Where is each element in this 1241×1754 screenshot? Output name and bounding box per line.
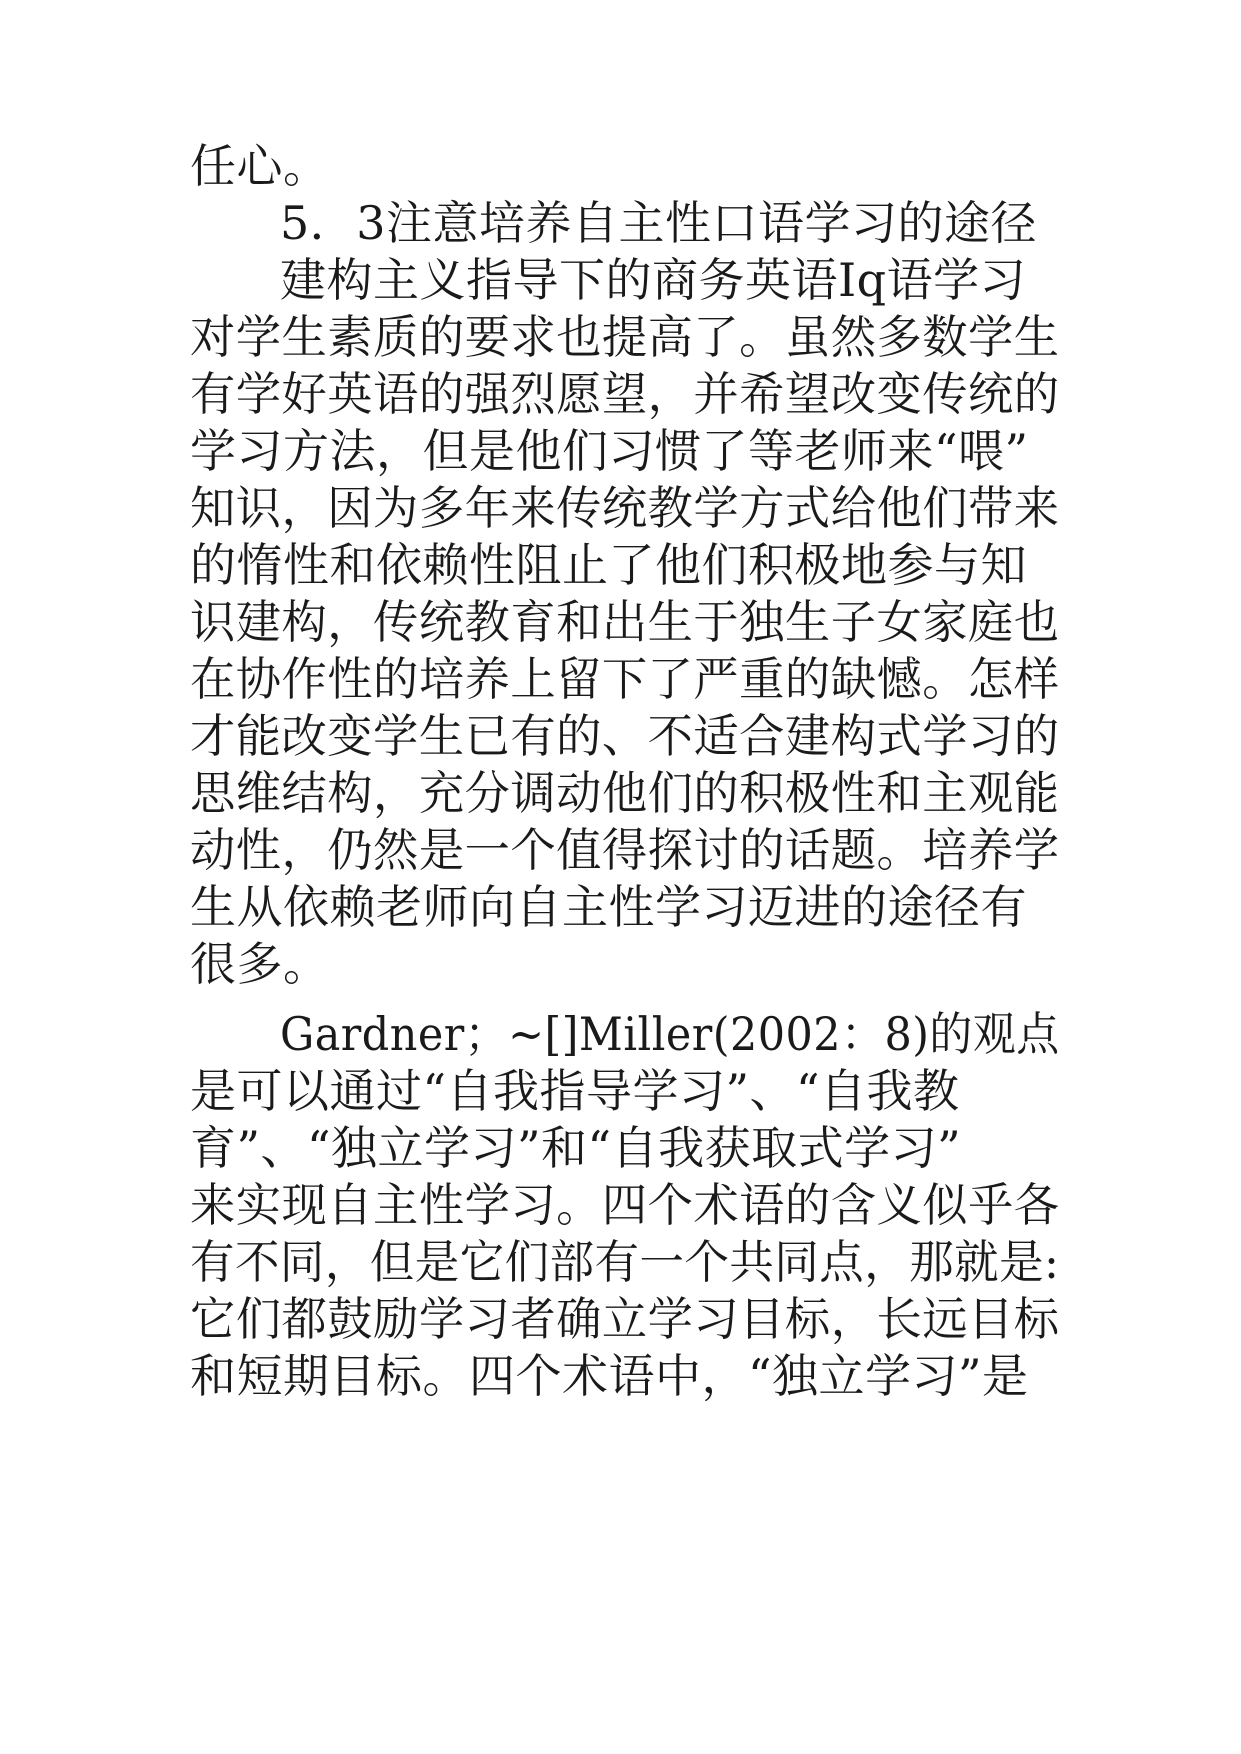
text-line: 任心。 — [190, 139, 330, 193]
text-line: 识建构，传统教育和出生于独生子女家庭也 — [190, 595, 1060, 649]
text-line: 在协作性的培养上留下了严重的缺憾。怎样 — [190, 652, 1060, 706]
text-line: 建构主义指导下的商务英语Iq语学习 — [280, 253, 1027, 307]
text-line: 思维结构，充分调动他们的积极性和主观能 — [190, 766, 1060, 820]
text-line: 知识，因为多年来传统教学方式给他们带来 — [190, 481, 1060, 535]
text-line: 的惰性和依赖性阻止了他们积极地参与知 — [190, 538, 1027, 592]
text-line: 才能改变学生已有的、不适合建构式学习的 — [190, 709, 1060, 763]
text-line: 动性，仍然是一个值得探讨的话题。培养学 — [190, 823, 1060, 877]
text-line: 它们都鼓励学习者确立学习目标，长远目标 — [190, 1292, 1060, 1346]
text-line: 学习方法，但是他们习惯了等老师来“喂” — [190, 424, 1029, 478]
text-line: 来实现自主性学习。四个术语的含义似乎各 — [190, 1178, 1060, 1232]
text-line: 有学好英语的强烈愿望，并希望改变传统的 — [190, 367, 1060, 421]
text-line: 生从依赖老师向自主性学习迈进的途径有 — [190, 880, 1027, 934]
text-line: 是可以通过“自我指导学习”、“自我教 — [190, 1064, 960, 1118]
text-line: Gardner；~[]Miller(2002：8)的观点 — [280, 1007, 1060, 1061]
text-line: 和短期目标。四个术语中，“独立学习”是 — [190, 1349, 1029, 1403]
text-line: 有不同，但是它们部有一个共同点，那就是: — [190, 1235, 1060, 1289]
text-line: 育”、“独立学习”和“自我获取式学习” — [190, 1121, 962, 1175]
text-line: 对学生素质的要求也提高了。虽然多数学生 — [190, 310, 1060, 364]
section-heading: 5．3注意培养自主性口语学习的途径 — [280, 196, 1038, 250]
text-line: 很多。 — [190, 937, 330, 991]
